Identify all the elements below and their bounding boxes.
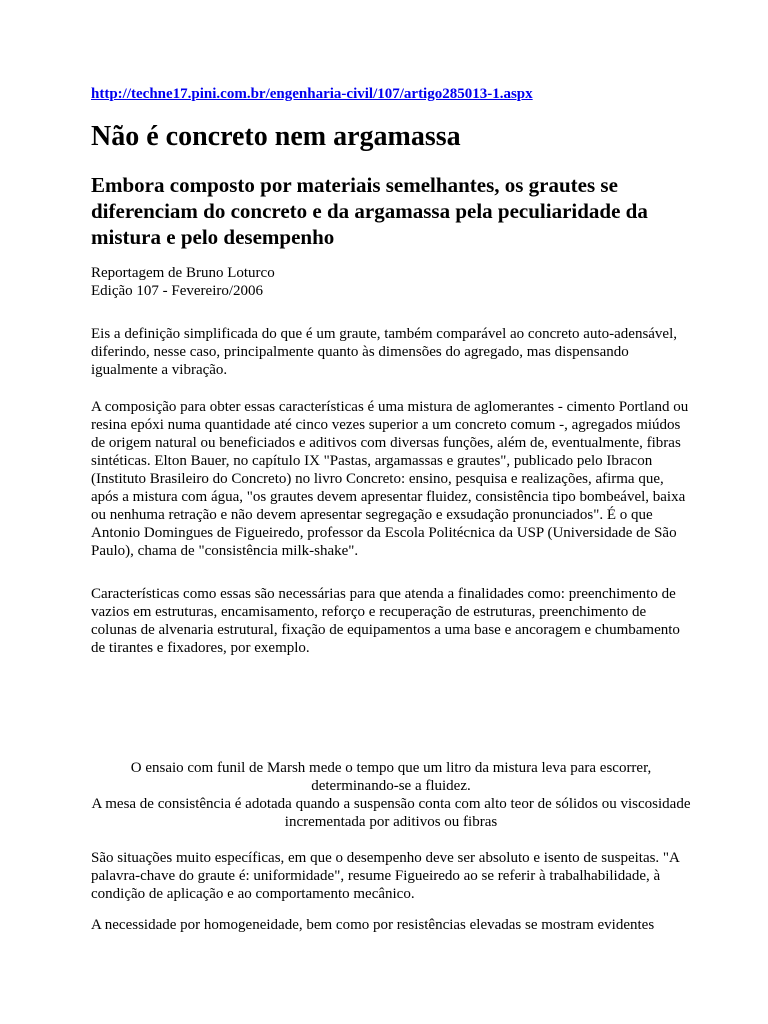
- figure-caption: [91, 759, 691, 831]
- caption-line-flow-table: A mesa de consistência é adotada quando a suspensão conta com alto teor de sólidos ou viscosidade incrementada por aditivos ou fibras: [91, 796, 691, 830]
- paragraph-composition: A composição para obter essas características é uma mistura de aglomerantes - cimento Portland ou resina epóxi numa quantidade até cinco vezes superior a um concreto comum -, agregados miúdos de origem natural ou beneficiados e aditivos com diversas funções, além de, eventualmente, fibras sintéticas. Elton Bauer, no capítulo IX "Pastas, argamassas e grautes", publicado pelo Ibracon (Instituto Brasileiro do Concreto) no livro Concreto: ensino, pesquisa e realizações, afirma que, após a mistura com água, "os grautes devem apresentar fluidez, consistência tipo bombeável, baixa ou nenhuma retração e não devem apresentar segregação e exsudação pronunciados". É o que Antonio Domingues de Figueiredo, professor da Escola Politécnica da USP (Universidade de São Paulo), chama de "consistência milk-shake".: [91, 399, 689, 559]
- paragraph-homogeneity: A necessidade por homogeneidade, bem como por resistências elevadas se mostram evidentes: [91, 917, 655, 933]
- byline: [91, 264, 275, 300]
- article-subtitle: Embora composto por materiais semelhantes, os grautes se diferenciam do concreto e da argamassa pela peculiaridade da mistura e pelo desempenho: [91, 173, 648, 249]
- caption-line-marsh: O ensaio com funil de Marsh mede o tempo que um litro da mistura leva para escorrer, determinando-se a fluidez.: [130, 760, 652, 794]
- byline-author: Reportagem de Bruno Loturco: [91, 265, 275, 281]
- article-title: Não é concreto nem argamassa: [91, 121, 461, 152]
- paragraph-definition: Eis a definição simplificada do que é um graute, também comparável ao concreto auto-adensável, diferindo, nesse caso, principalmente quanto às dimensões do agregado, mas dispensando igualmente a vibração.: [91, 326, 678, 378]
- source-url-link[interactable]: http://techne17.pini.com.br/engenharia-civil/107/artigo285013-1.aspx: [91, 86, 533, 102]
- byline-edition: Edição 107 - Fevereiro/2006: [91, 283, 264, 299]
- paragraph-applications: Características como essas são necessárias para que atenda a finalidades como: preenchimento de vazios em estruturas, encamisamento, reforço e recuperação de estruturas, preenchimento de colunas de alvenaria estrutural, fixação de equipamentos a uma base e ancoragem e chumbamento de tirantes e fixadores, por exemplo.: [91, 586, 680, 656]
- paragraph-uniformity: São situações muito específicas, em que o desempenho deve ser absoluto e isento de suspeitas. "A palavra-chave do graute é: uniformidade", resume Figueiredo ao se referir à trabalhabilidade, à condição de aplicação e ao comportamento mecânico.: [91, 850, 680, 902]
